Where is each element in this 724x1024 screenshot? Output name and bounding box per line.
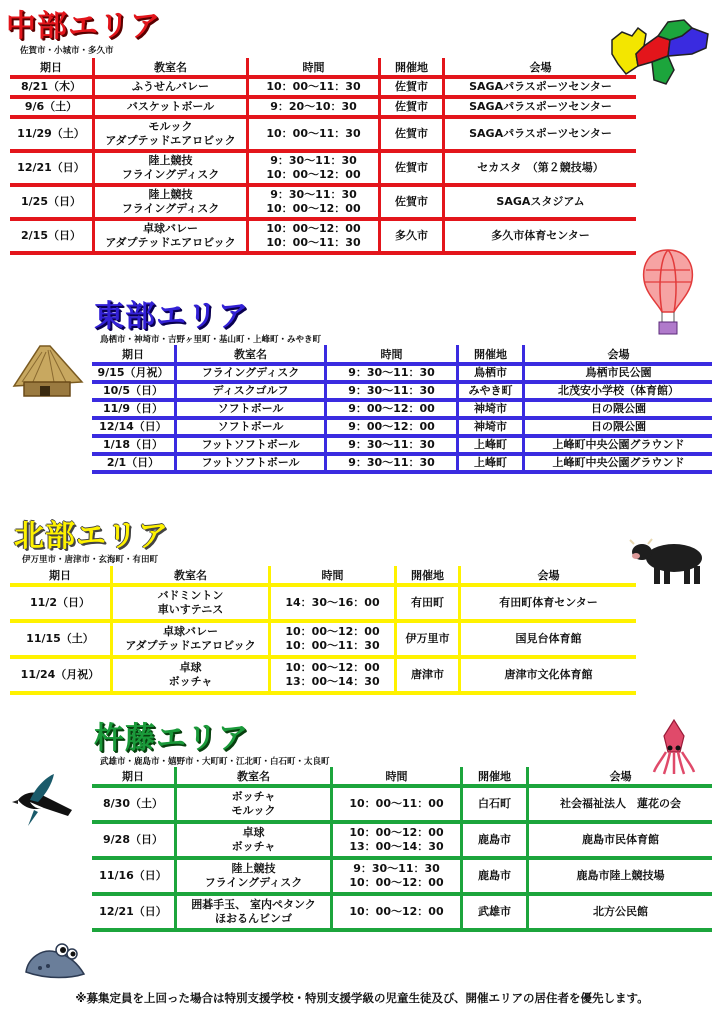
- cell-venue: 国見台体育館: [458, 623, 636, 659]
- table-row: [92, 824, 712, 860]
- cell-time-line: 10：00～12：00: [285, 625, 380, 638]
- cell-time-line: 9：30～11：30: [270, 154, 357, 167]
- table-header-row: [92, 767, 712, 788]
- cell-time: [324, 384, 456, 402]
- cell-venue: 日の隈公園: [522, 420, 712, 438]
- cell-place: みやき町: [456, 384, 522, 402]
- cell-place: 佐賀市: [378, 119, 442, 153]
- cell-class: [174, 384, 324, 402]
- cell-place: 佐賀市: [378, 79, 442, 99]
- cell-time-line: 10：00～11：30: [285, 639, 380, 652]
- cell-time: [330, 788, 460, 824]
- cell-time-line: 9：30～11：30: [348, 438, 435, 451]
- cell-date: 11/24（月祝）: [10, 659, 110, 695]
- cell-class-line: バスケットボール: [126, 100, 215, 113]
- thatched-hut-icon: [10, 342, 86, 400]
- cell-class-line: フットソフトボール: [201, 456, 300, 469]
- cell-time: [268, 659, 394, 695]
- cell-class: [92, 119, 246, 153]
- cell-time-line: 9：30～11：30: [348, 384, 435, 397]
- cell-time: [324, 456, 456, 474]
- cell-place: 佐賀市: [378, 187, 442, 221]
- header-place: 開催地: [394, 566, 458, 587]
- cell-time-line: 13：00～14：30: [285, 675, 380, 688]
- cell-place: 佐賀市: [378, 99, 442, 119]
- header-date: 期日: [10, 58, 92, 79]
- cell-venue: 多久市体育センター: [442, 221, 636, 255]
- cell-time: [324, 366, 456, 384]
- cell-class-line: ボッチャ: [231, 790, 276, 803]
- cell-class-line: バドミントン: [157, 589, 224, 602]
- north-area-title: 北部エリア: [14, 519, 169, 554]
- cell-venue: 鹿島市陸上競技場: [526, 860, 712, 896]
- cell-class-line: ボッチャ: [231, 840, 276, 853]
- header-time: 時間: [246, 58, 378, 79]
- cell-time-line: 10：00～11：30: [266, 236, 361, 249]
- cell-class-line: 卓球バレー: [143, 222, 198, 235]
- cell-date: 12/21（日）: [10, 153, 92, 187]
- cell-place: 伊万里市: [394, 623, 458, 659]
- cell-class: [174, 860, 330, 896]
- cell-class-line: アダプテッドエアロビック: [105, 236, 236, 249]
- cell-place: 上峰町: [456, 456, 522, 474]
- cell-venue: 日の隈公園: [522, 402, 712, 420]
- cell-date: 9/15（月祝）: [92, 366, 174, 384]
- header-date: 期日: [10, 566, 110, 587]
- cell-date: 11/16（日）: [92, 860, 174, 896]
- cell-place: 有田町: [394, 587, 458, 623]
- cell-class-line: フットソフトボール: [201, 438, 300, 451]
- cell-class: [110, 659, 268, 695]
- cell-class-line: 陸上競技: [231, 862, 276, 875]
- east-area-title: 東部エリア: [94, 299, 249, 334]
- cell-venue: 鹿島市民体育館: [526, 824, 712, 860]
- cell-time-line: 9：30～11：30: [270, 188, 357, 201]
- cell-class-line: フライングディスク: [121, 202, 220, 215]
- cell-time: [246, 221, 378, 255]
- cell-time-line: 10：00～12：00: [266, 168, 361, 181]
- central-area-cities: 佐賀市・小城市・多久市: [20, 46, 114, 56]
- cell-time: [324, 420, 456, 438]
- cell-place: 白石町: [460, 788, 526, 824]
- cell-date: 1/18（日）: [92, 438, 174, 456]
- cell-venue: 北茂安小学校（体育館）: [522, 384, 712, 402]
- cell-class-line: 卓球: [179, 661, 202, 674]
- saga-map-icon: [608, 14, 712, 94]
- cell-class: [110, 587, 268, 623]
- header-venue: 会場: [522, 345, 712, 366]
- cell-place: 上峰町: [456, 438, 522, 456]
- cell-time-line: 10：00～11：00: [349, 797, 444, 810]
- header-time: 時間: [268, 566, 394, 587]
- table-row: [10, 187, 636, 221]
- cell-class-line: アダプテッドエアロビック: [125, 639, 256, 652]
- header-class: 教室名: [174, 767, 330, 788]
- header-class: 教室名: [92, 58, 246, 79]
- cell-time-line: 13：00～14：30: [349, 840, 444, 853]
- cell-date: 12/21（日）: [92, 896, 174, 932]
- header-date: 期日: [92, 345, 174, 366]
- cell-date: 1/25（日）: [10, 187, 92, 221]
- table-header-row: [10, 58, 636, 79]
- cell-class: [92, 99, 246, 119]
- header-time: 時間: [324, 345, 456, 366]
- cell-class: [110, 623, 268, 659]
- cell-class-line: 卓球バレー: [163, 625, 218, 638]
- table-row: [10, 153, 636, 187]
- table-row: [10, 587, 636, 623]
- cell-venue: セカスタ （第２競技場）: [442, 153, 636, 187]
- cell-date: 11/29（土）: [10, 119, 92, 153]
- cell-venue: 上峰町中央公園グラウンド: [522, 438, 712, 456]
- header-class: 教室名: [174, 345, 324, 366]
- cell-class: [92, 79, 246, 99]
- magpie-bird-icon: [10, 770, 76, 832]
- cell-date: 9/6（土）: [10, 99, 92, 119]
- central-area-title: 中部エリア: [6, 9, 161, 44]
- table-row: [92, 860, 712, 896]
- cell-place: 鳥栖市: [456, 366, 522, 384]
- cell-time-line: 14：30～16：00: [285, 596, 380, 609]
- cell-time-line: 10：00～12：00: [266, 202, 361, 215]
- cell-time: [268, 587, 394, 623]
- cell-class-line: 陸上競技: [148, 188, 193, 201]
- table-row: [10, 119, 636, 153]
- cell-time-line: 9：00～12：00: [348, 420, 435, 433]
- central-area-table: [10, 58, 636, 255]
- cell-class-line: モルック: [231, 804, 276, 817]
- cell-time-line: 10：00～11：30: [266, 80, 361, 93]
- cell-time: [246, 79, 378, 99]
- cell-place: 神埼市: [456, 402, 522, 420]
- cell-place: 神埼市: [456, 420, 522, 438]
- north-area-table: [10, 566, 636, 695]
- mudskipper-icon: [18, 934, 88, 984]
- header-date: 期日: [92, 767, 174, 788]
- table-header-row: [10, 566, 636, 587]
- cell-class: [174, 896, 330, 932]
- cell-class-line: ほおるんビンゴ: [215, 912, 292, 925]
- cell-venue: 社会福祉法人 蓮花の会: [526, 788, 712, 824]
- east-area-table: [92, 345, 712, 474]
- table-row: [92, 420, 712, 438]
- cell-time-line: 9：30～11：30: [348, 366, 435, 379]
- cell-class-line: フライングディスク: [204, 876, 303, 889]
- cell-date: 8/21（木）: [10, 79, 92, 99]
- cell-date: 12/14（日）: [92, 420, 174, 438]
- cell-date: 11/9（日）: [92, 402, 174, 420]
- cell-place: 佐賀市: [378, 153, 442, 187]
- table-row: [10, 99, 636, 119]
- header-venue: 会場: [458, 566, 636, 587]
- cell-class-line: フライングディスク: [121, 168, 220, 181]
- cell-class: [174, 402, 324, 420]
- cell-date: 2/15（日）: [10, 221, 92, 255]
- cell-date: 8/30（土）: [92, 788, 174, 824]
- cell-venue: SAGAスタジアム: [442, 187, 636, 221]
- cell-class: [174, 438, 324, 456]
- cell-time-line: 10：00～12：00: [285, 661, 380, 674]
- cell-class: [174, 788, 330, 824]
- header-venue: 会場: [526, 767, 712, 788]
- cell-venue: 北方公民館: [526, 896, 712, 932]
- cell-class-line: 卓球: [242, 826, 265, 839]
- cell-class-line: ソフトボール: [217, 420, 284, 433]
- cell-time: [268, 623, 394, 659]
- cell-class-line: 陸上競技: [148, 154, 193, 167]
- cell-time-line: 10：00～12：00: [349, 876, 444, 889]
- cell-time: [324, 438, 456, 456]
- table-row: [92, 456, 712, 474]
- cell-class-line: 車いすテニス: [157, 603, 224, 616]
- table-row: [92, 384, 712, 402]
- cell-class-line: ディスクゴルフ: [212, 384, 289, 397]
- header-class: 教室名: [110, 566, 268, 587]
- cell-time-line: 10：00～11：30: [266, 127, 361, 140]
- table-row: [92, 438, 712, 456]
- cell-class-line: 囲碁手玉、 室内ペタンク: [191, 898, 316, 911]
- cell-venue: 鳥栖市民公園: [522, 366, 712, 384]
- cell-place: 多久市: [378, 221, 442, 255]
- cell-time-line: 9：00～12：00: [348, 402, 435, 415]
- cell-class: [92, 187, 246, 221]
- cell-class: [174, 420, 324, 438]
- cell-place: 武雄市: [460, 896, 526, 932]
- north-area-cities: 伊万里市・唐津市・玄海町・有田町: [22, 555, 159, 565]
- table-row: [10, 79, 636, 99]
- cell-time-line: 10：00～12：00: [349, 826, 444, 839]
- cell-venue: 上峰町中央公園グラウンド: [522, 456, 712, 474]
- cell-time: [246, 119, 378, 153]
- cell-time: [324, 402, 456, 420]
- header-place: 開催地: [378, 58, 442, 79]
- header-place: 開催地: [460, 767, 526, 788]
- cell-place: 唐津市: [394, 659, 458, 695]
- cell-date: 10/5（日）: [92, 384, 174, 402]
- cell-place: 鹿島市: [460, 860, 526, 896]
- cell-class-line: モルック: [148, 120, 193, 133]
- cell-class-line: ソフトボール: [217, 402, 284, 415]
- table-row: [92, 788, 712, 824]
- cell-class: [174, 366, 324, 384]
- table-header-row: [92, 345, 712, 366]
- header-time: 時間: [330, 767, 460, 788]
- cell-venue: 唐津市文化体育館: [458, 659, 636, 695]
- cell-time: [330, 860, 460, 896]
- cell-place: 鹿島市: [460, 824, 526, 860]
- cell-venue: SAGAパラスポーツセンター: [442, 119, 636, 153]
- cell-class: [92, 153, 246, 187]
- header-place: 開催地: [456, 345, 522, 366]
- cell-time-line: 9：20～10：30: [270, 100, 357, 113]
- cell-class: [174, 824, 330, 860]
- cell-date: 9/28（日）: [92, 824, 174, 860]
- cell-date: 11/2（日）: [10, 587, 110, 623]
- black-cow-icon: [628, 534, 712, 588]
- squid-icon: [650, 718, 698, 776]
- cell-date: 2/1（日）: [92, 456, 174, 474]
- table-row: [10, 623, 636, 659]
- cell-class-line: ふうせんバレー: [132, 80, 209, 93]
- cell-venue: SAGAパラスポーツセンター: [442, 99, 636, 119]
- cell-time-line: 9：30～11：30: [353, 862, 440, 875]
- table-row: [92, 896, 712, 932]
- cell-time: [246, 153, 378, 187]
- cell-class: [92, 221, 246, 255]
- cell-class-line: ボッチャ: [168, 675, 213, 688]
- cell-time-line: 10：00～12：00: [349, 905, 444, 918]
- cell-class: [174, 456, 324, 474]
- cell-date: 11/15（土）: [10, 623, 110, 659]
- cell-time-line: 9：30～11：30: [348, 456, 435, 469]
- hot-air-balloon-icon: [640, 248, 696, 338]
- cell-class-line: アダプテッドエアロビック: [105, 134, 236, 147]
- cell-time: [246, 187, 378, 221]
- cell-venue: 有田町体育センター: [458, 587, 636, 623]
- table-row: [92, 402, 712, 420]
- kito-area-title: 杵藤エリア: [94, 721, 249, 756]
- header-venue: 会場: [442, 58, 636, 79]
- cell-time: [246, 99, 378, 119]
- table-row: [10, 659, 636, 695]
- kito-area-table: [92, 767, 712, 932]
- cell-time-line: 10：00～12：00: [266, 222, 361, 235]
- footnote: ※募集定員を上回った場合は特別支援学校・特別支援学級の児童生徒及び、開催エリアの居住者を優先します。: [75, 991, 649, 1005]
- cell-time: [330, 896, 460, 932]
- kito-area-cities: 武雄市・鹿島市・嬉野市・大町町・江北町・白石町・太良町: [100, 757, 330, 767]
- cell-venue: SAGAパラスポーツセンター: [442, 79, 636, 99]
- east-area-cities: 鳥栖市・神埼市・吉野ヶ里町・基山町・上峰町・みやき町: [100, 335, 322, 345]
- cell-class-line: フライングディスク: [201, 366, 300, 379]
- table-row: [92, 366, 712, 384]
- cell-time: [330, 824, 460, 860]
- table-row: [10, 221, 636, 255]
